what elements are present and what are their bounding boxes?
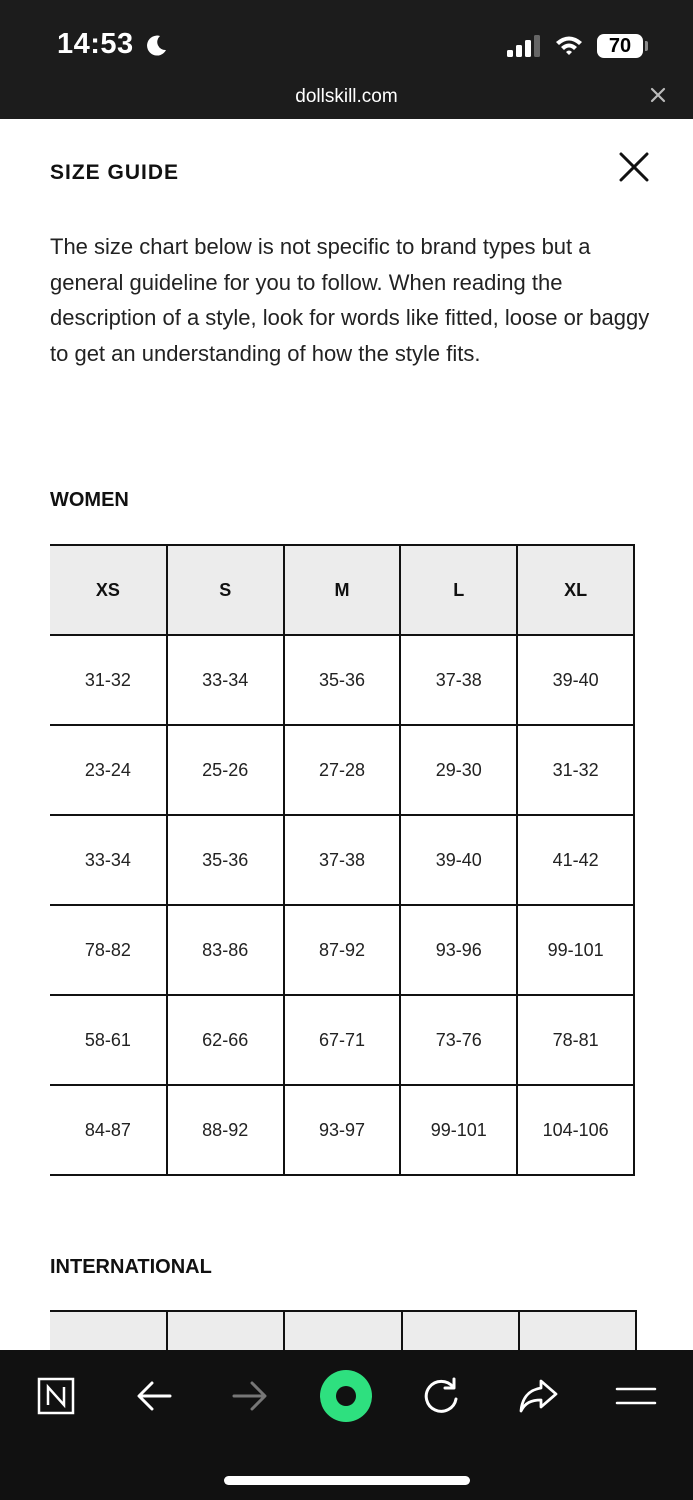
table-cell: 67-71 [284,995,401,1085]
table-header: XS [50,545,167,635]
menu-button[interactable] [614,1374,658,1418]
international-size-table [50,1310,637,1350]
table-cell: 39-40 [517,635,634,725]
share-button[interactable] [516,1374,560,1418]
table-cell: 31-32 [517,725,634,815]
url-bar[interactable]: dollskill.com [295,86,398,107]
table-header: L [400,545,517,635]
record-button[interactable] [318,1368,374,1424]
close-icon[interactable] [618,151,650,183]
table-cell: 93-97 [284,1085,401,1175]
reload-icon [420,1375,462,1417]
table-cell: 99-101 [400,1085,517,1175]
table-header-row [50,545,634,635]
table-cell: 99-101 [517,905,634,995]
table-cell: 78-81 [517,995,634,1085]
table-header [50,1311,167,1350]
table-cell: 29-30 [400,725,517,815]
table-cell: 41-42 [517,815,634,905]
table-cell: 31-32 [84,669,131,690]
battery-tip [645,41,648,51]
section-heading-international: INTERNATIONAL [50,1256,212,1278]
table-cell: 88-92 [167,1085,284,1175]
table-cell: 33-34 [84,849,131,870]
table-header [284,1311,401,1350]
battery-icon: 70 [597,34,643,58]
table-header: XL [517,545,634,635]
table-cell: 58-61 [84,1029,131,1050]
table-cell: 83-86 [167,905,284,995]
table-header: S [167,545,284,635]
table-header [402,1311,519,1350]
close-tab-icon[interactable] [647,84,669,106]
menu-icon [614,1376,658,1416]
table-row [50,1085,634,1175]
back-arrow-icon [134,1376,174,1416]
table-header [519,1311,636,1350]
record-icon [318,1368,374,1424]
wifi-icon [554,33,584,57]
table-cell: 35-36 [167,815,284,905]
table-cell: 25-26 [167,725,284,815]
signal-icon [507,34,543,58]
table-cell: 87-92 [284,905,401,995]
table-row [50,995,634,1085]
table-cell: 27-28 [284,725,401,815]
home-indicator[interactable] [224,1476,470,1485]
status-time: 14:53 [57,28,134,60]
reload-button[interactable] [419,1374,463,1418]
browser-bottom-toolbar [0,1350,693,1500]
table-cell: 93-96 [400,905,517,995]
table-header [167,1311,284,1350]
table-cell: 78-82 [84,939,131,960]
table-row [50,815,634,905]
share-icon [517,1375,559,1417]
forward-button[interactable] [228,1374,272,1418]
table-header: M [284,545,401,635]
table-row [50,635,634,725]
table-cell: 37-38 [284,815,401,905]
table-header-row [50,1311,636,1350]
forward-arrow-icon [230,1376,270,1416]
table-cell: 84-87 [84,1119,131,1140]
page-title: SIZE GUIDE [50,161,180,184]
size-guide-description: The size chart below is not specific to brand types but a general guideline for you to follow. When reading the description of a style, look for words like fitted, loose or baggy to get an understanding of how the style fits. [50,234,650,366]
table-cell: 35-36 [284,635,401,725]
table-row [50,905,634,995]
browser-top-bar [0,0,693,119]
table-cell: 73-76 [400,995,517,1085]
table-cell: 33-34 [167,635,284,725]
table-row [50,725,634,815]
section-heading-women: WOMEN [50,489,129,511]
moon-icon [146,34,168,56]
table-cell: 23-24 [84,759,131,780]
table-cell: 39-40 [400,815,517,905]
notion-button[interactable] [34,1374,78,1418]
table-cell: 37-38 [400,635,517,725]
table-cell: 62-66 [167,995,284,1085]
notion-icon [36,1376,76,1416]
size-guide-page [0,119,693,1350]
back-button[interactable] [132,1374,176,1418]
table-cell: 104-106 [517,1085,634,1175]
women-size-table [50,544,635,1176]
